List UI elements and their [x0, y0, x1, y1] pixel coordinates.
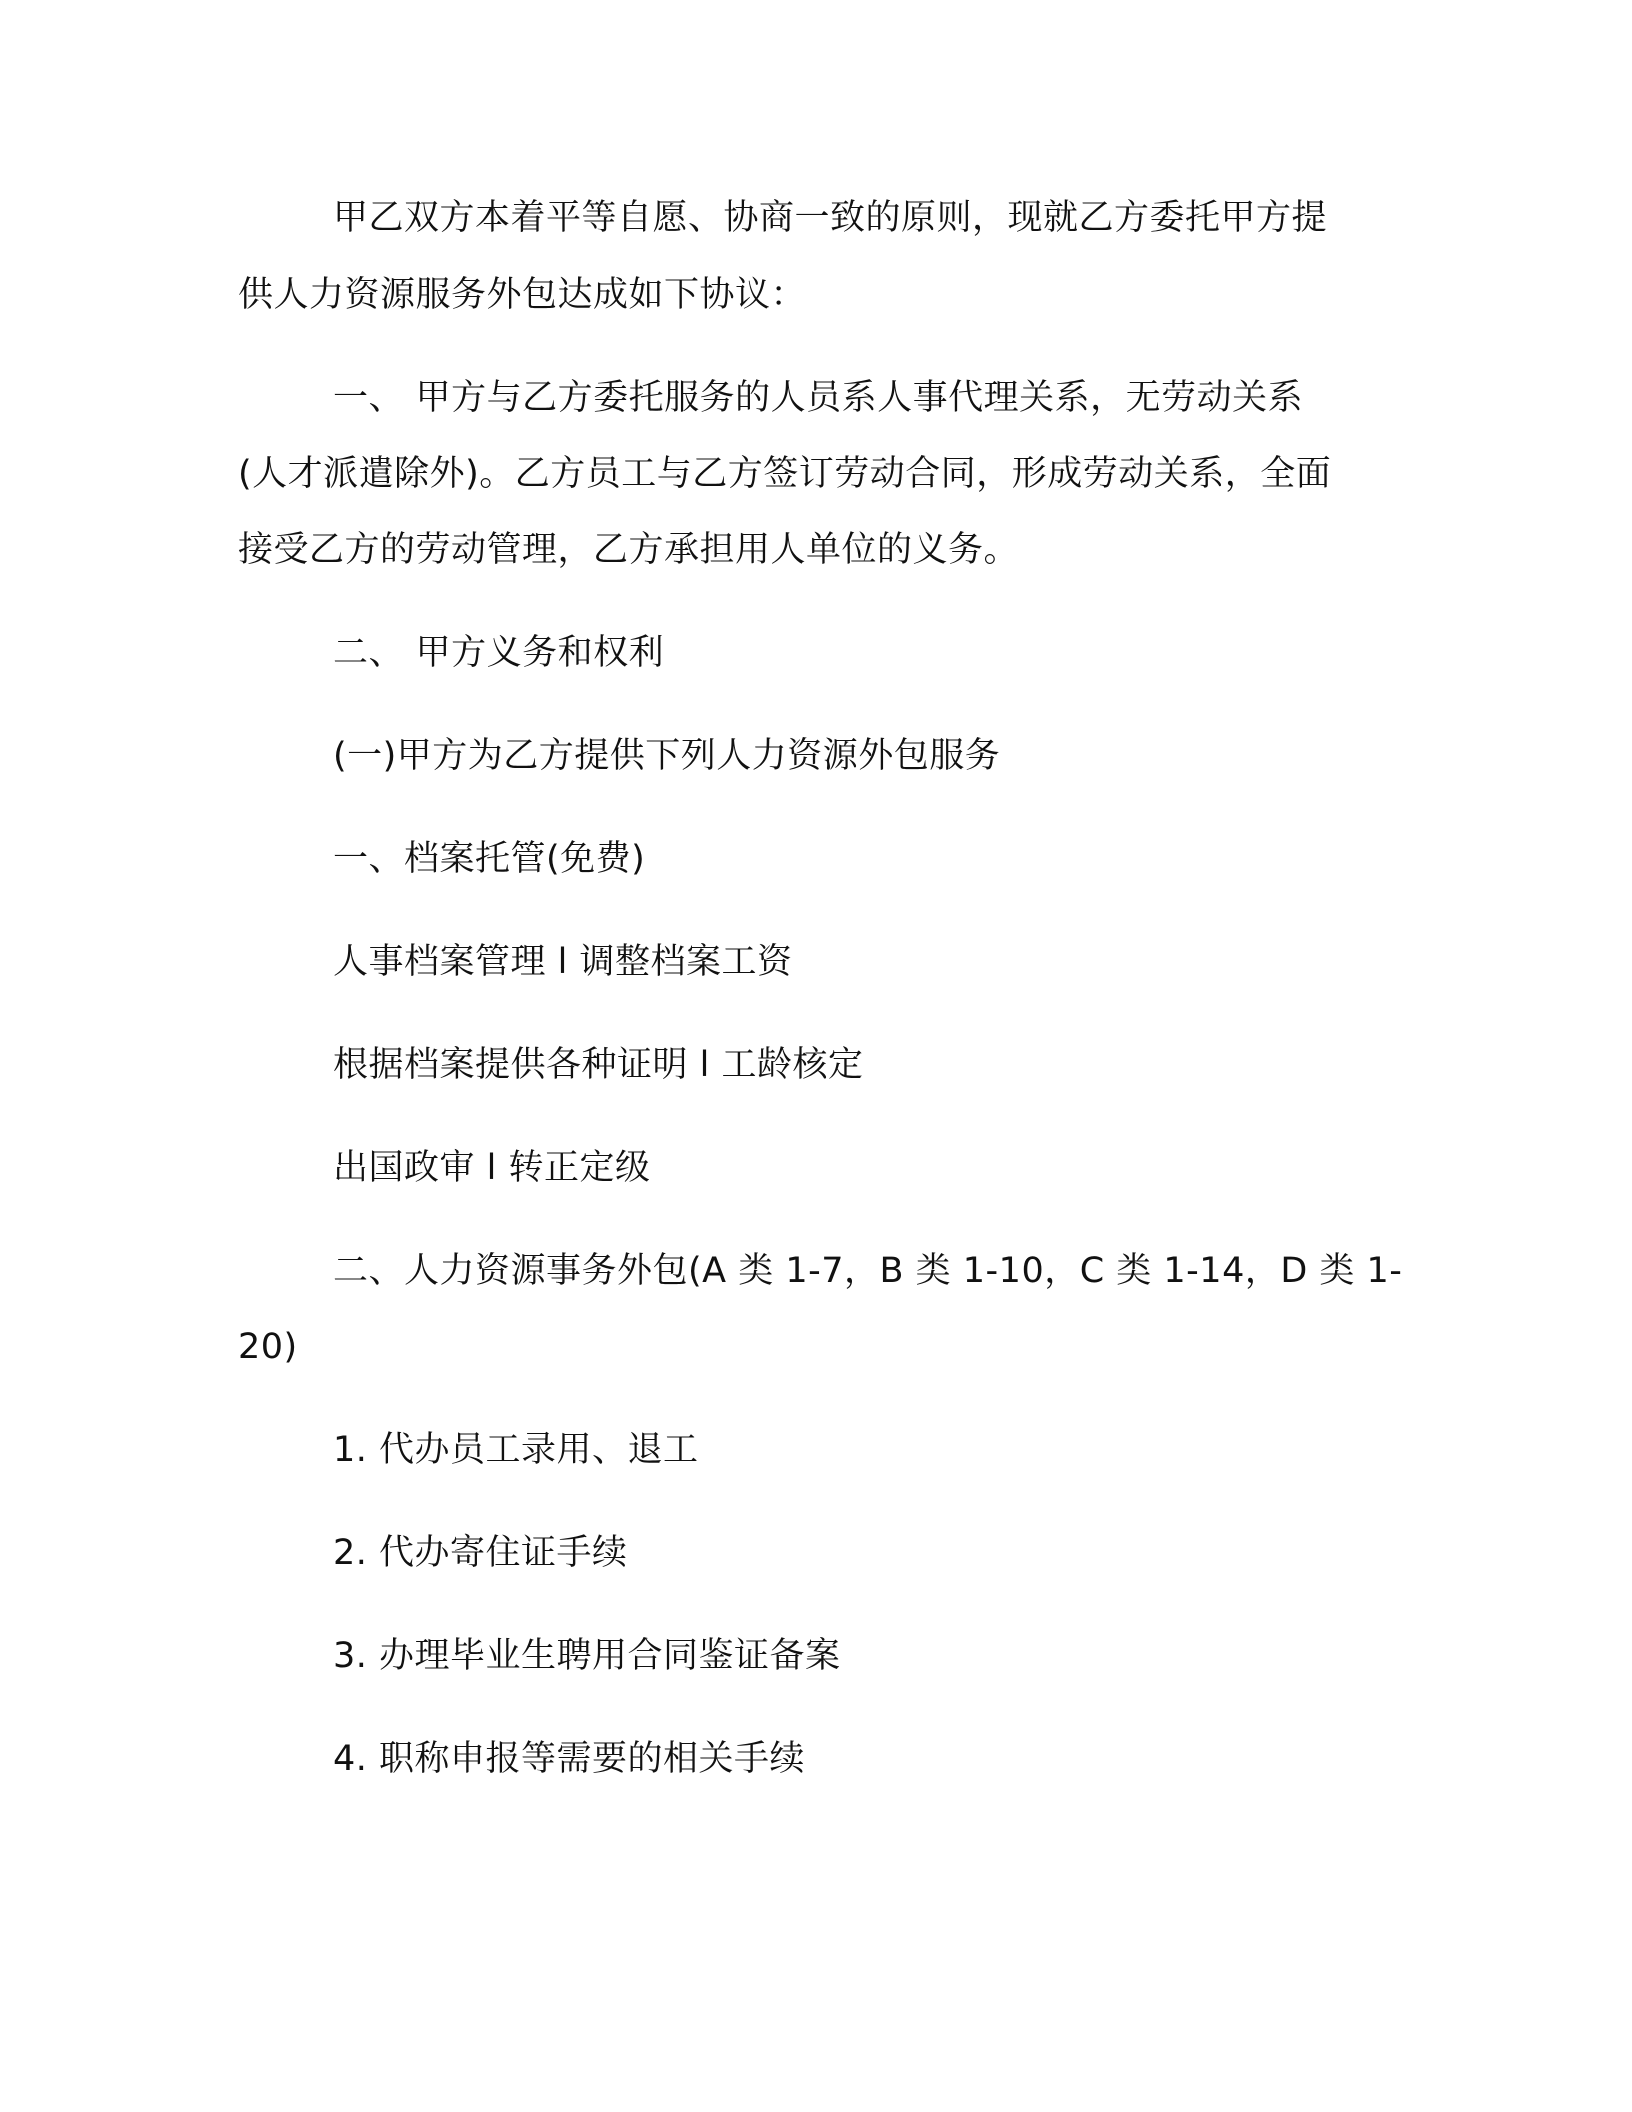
list-item-4: 4. 职称申报等需要的相关手续	[333, 1739, 806, 1779]
archive-item-line-1: 人事档案管理 l 调整档案工资	[333, 942, 793, 982]
section-outsourcing-heading-line-1: 二、人力资源事务外包(A 类 1-7，B 类 1-10，C 类 1-14，D 类 1-	[333, 1251, 1403, 1291]
list-item-1: 1. 代办员工录用、退工	[333, 1430, 699, 1470]
archive-item-line-3: 出国政审 l 转正定级	[333, 1148, 651, 1188]
list-item-3: 3. 办理毕业生聘用合同鉴证备案	[333, 1636, 841, 1676]
section-archive-heading: 一、档案托管(免费)	[333, 839, 646, 879]
paragraph-intro-line-1: 甲乙双方本着平等自愿、协商一致的原则，现就乙方委托甲方提	[333, 198, 1328, 238]
subclause-1-heading: (一)甲方为乙方提供下列人力资源外包服务	[333, 736, 1001, 776]
clause-1-line-2: (人才派遣除外)。乙方员工与乙方签订劳动合同，形成劳动关系，全面	[238, 454, 1332, 494]
section-outsourcing-heading-line-2: 20)	[238, 1327, 298, 1367]
clause-1-line-3: 接受乙方的劳动管理，乙方承担用人单位的义务。	[238, 530, 1020, 570]
clause-1-line-1: 一、 甲方与乙方委托服务的人员系人事代理关系，无劳动关系	[333, 378, 1304, 418]
paragraph-intro-line-2: 供人力资源服务外包达成如下协议：	[238, 275, 807, 315]
clause-2-heading: 二、 甲方义务和权利	[333, 633, 665, 673]
list-item-2: 2. 代办寄住证手续	[333, 1533, 628, 1573]
archive-item-line-2: 根据档案提供各种证明 l 工龄核定	[333, 1045, 864, 1085]
